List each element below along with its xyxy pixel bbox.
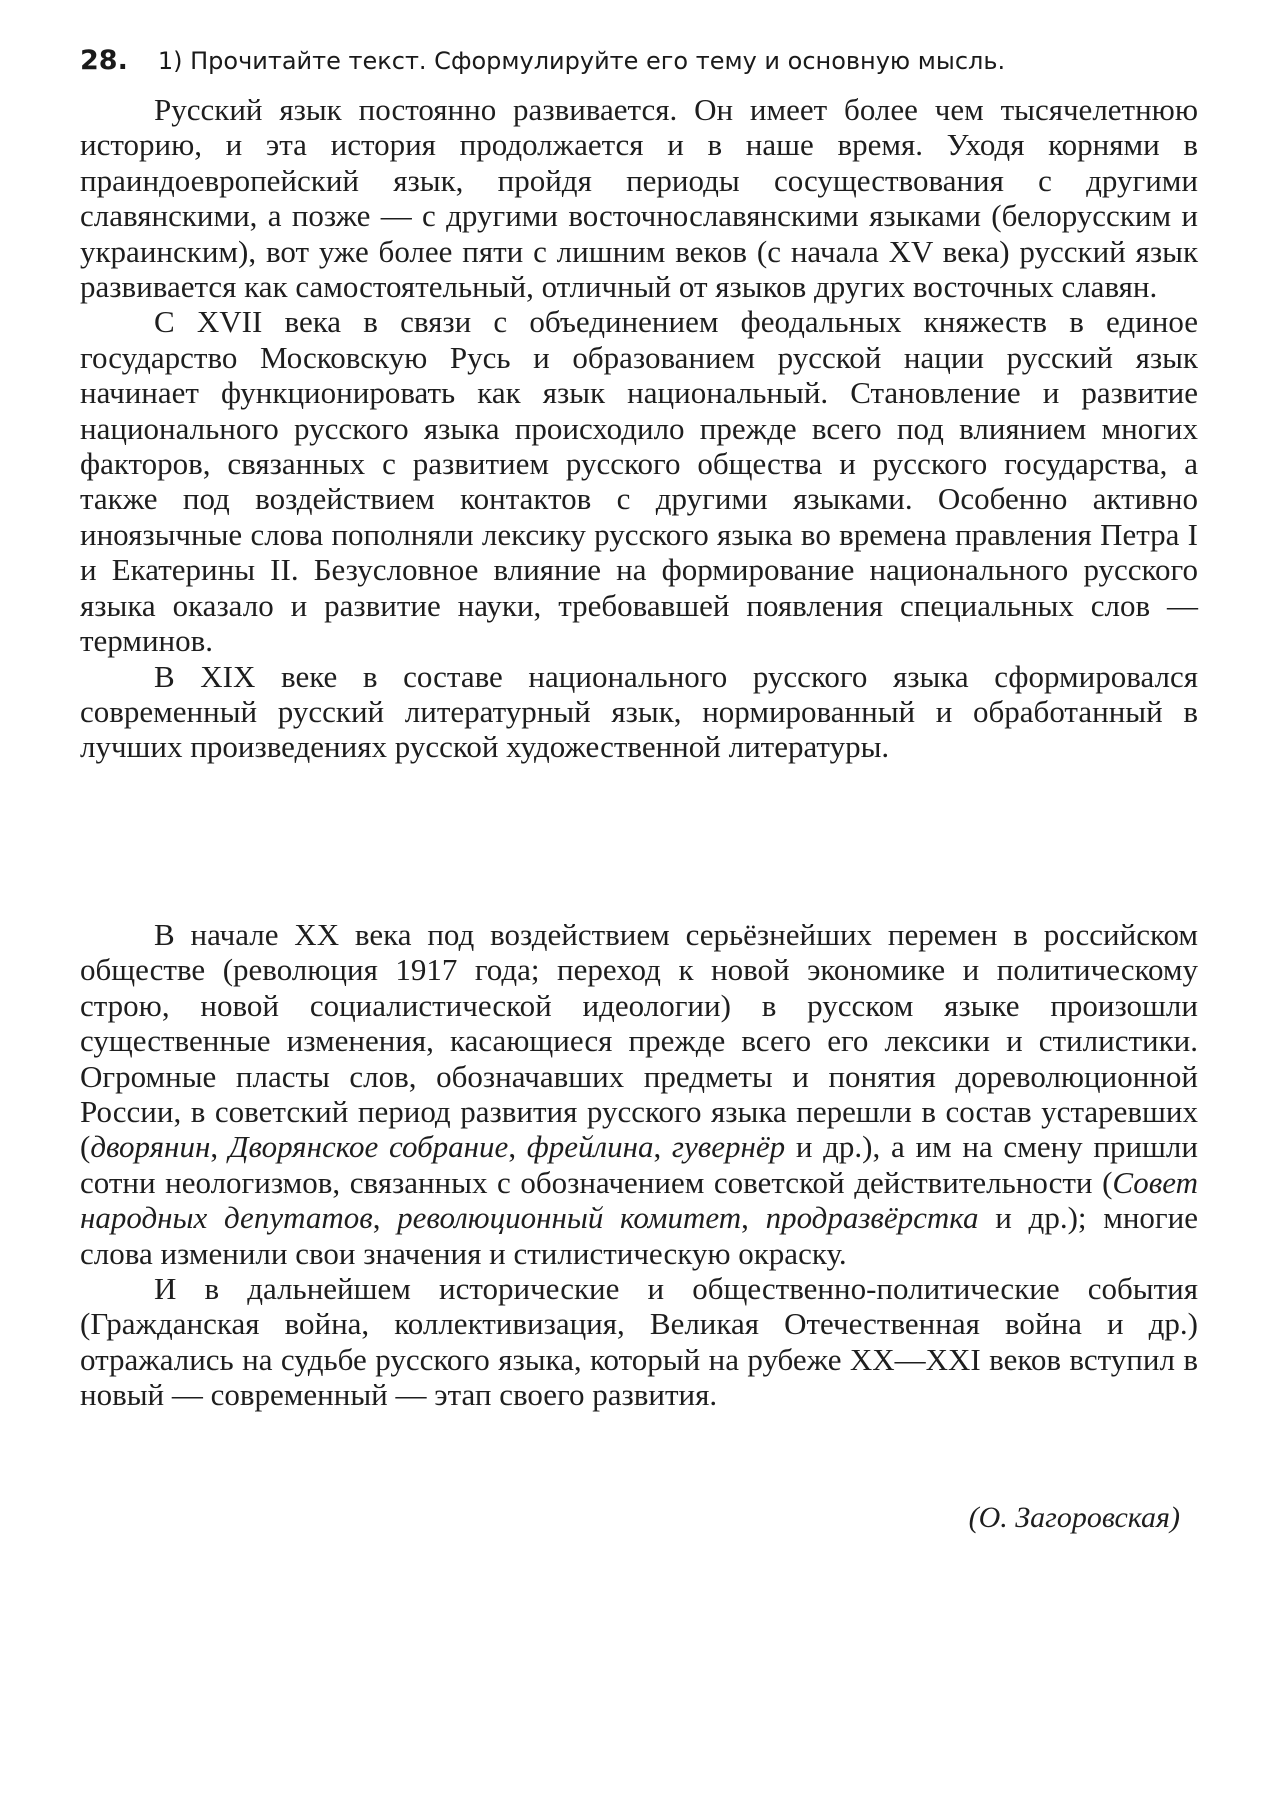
paragraph-3: В XIX веке в составе национального русского языка сформировался современный русский литературный язык, нормированный и обработанный в лучших произведениях русской художественной литературы. — [80, 658, 1198, 765]
paragraph-5: И в дальнейшем исторические и общественно-политические события (Гражданская война, коллективизация, Великая Отечественная война и др.) отражались на судьбе русского языка, который на рубеже XX—XXI веков вступил в новый — современный — этап своего развития. — [80, 1271, 1198, 1413]
task-number: 28. — [80, 45, 128, 76]
task-instruction: 1) Прочитайте текст. Сформулируйте его тему и основную мысль. — [157, 47, 1006, 75]
paragraph-2: С XVII века в связи с объединением феодальных княжеств в единое государство Московскую Русь и образованием русской нации русский язык начинает функционировать как язык национальный. Становление и развитие национального русского языка происходило прежде всего под влиянием многих факторов, связанных с развитием русского общества и русского государства, а также под воздействием контактов с другими языками. Особенно активно иноязычные слова пополняли лексику русского языка во времена правления Петра I и Екатерины II. Безусловное влияние на формирование национального русского языка оказало и развитие науки, требовавшей появления специальных слов — терминов. — [80, 304, 1198, 659]
example-word-6: революционный комитет — [397, 1200, 742, 1236]
separator: , — [653, 1129, 672, 1165]
example-word-2: Дворянское собрание — [228, 1129, 509, 1165]
example-word-7: продразвёрстка — [765, 1200, 979, 1236]
example-word-3: фрейлина — [526, 1129, 654, 1165]
example-word-1: дворянин — [90, 1129, 211, 1165]
example-word-5: Совет народных депутатов — [80, 1164, 1198, 1236]
paragraph-4 — [80, 917, 1198, 1271]
paragraph-4-text-1: В начале XX века под воздействием серьёзнейших перемен в российском обществе (революция 1917 года; переход к новой экономике и политическому строю, новой социалистической идеологии) в русском языке произошли существенные изменения, касающиеся прежде всего его лексики и стилистики. Огромные пласты слов, обозначавших предметы и понятия дореволюционной России, в советский период развития русского языка перешли в состав устаревших ( — [80, 917, 1198, 1165]
task-header — [80, 44, 1005, 78]
separator: , — [372, 1200, 398, 1236]
paragraph-4-text-3: и др.); многие слова изменили свои значения и стилистическую окраску. — [80, 1200, 1198, 1271]
separator: , — [741, 1200, 766, 1236]
text-block-upper — [80, 92, 1198, 765]
separator: , — [210, 1129, 229, 1165]
paragraph-4-text-2: и др.), а им на смену пришли сотни неологизмов, связанных с обозначением советской действительности ( — [80, 1129, 1198, 1200]
separator: , — [508, 1129, 527, 1165]
author-attribution: (О. Загоровская) — [968, 1501, 1180, 1534]
paragraph-1: Русский язык постоянно развивается. Он имеет более чем тысячелетнюю историю, и эта история продолжается и в наше время. Уходя корнями в праиндоевропейский язык, пройдя периоды сосуществования с другими славянскими, а позже — с другими восточнославянскими языками (белорусским и украинским), вот уже более пяти с лишним веков (с начала XV века) русский язык развивается как самостоятельный, отличный от языков других восточных славян. — [80, 92, 1198, 305]
example-word-4: гувернёр — [671, 1129, 786, 1165]
text-block-lower — [80, 917, 1198, 1413]
